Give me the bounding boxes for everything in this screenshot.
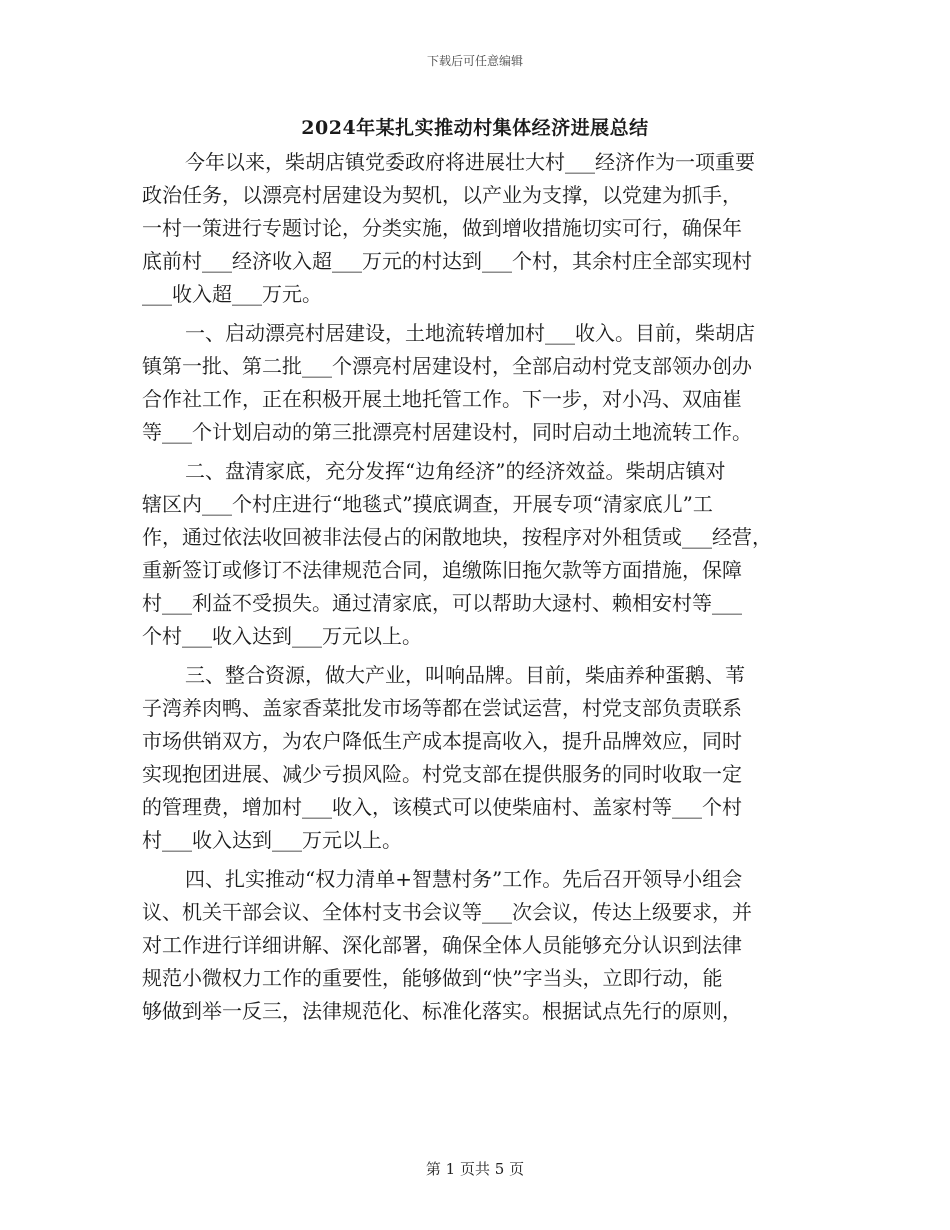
text-line: 够做到举一反三，法律规范化、标准化落实。根据试点先行的原则， — [142, 999, 742, 1023]
text-line: 二、盘清家底，充分发挥“边角经济”的经济效益。柴胡店镇对 — [185, 459, 726, 483]
paragraph-section-4 — [142, 863, 810, 1028]
text-line: 对工作进行详细讲解、深化部署，确保全体人员能够充分认识到法律 — [142, 933, 742, 957]
text-line: 市场供销双方，为农户降低生产成本提高收入，提升品牌效应，同时 — [142, 729, 742, 753]
text-line: 议、机关干部会议、全体村支书会议等___次会议，传达上级要求，并 — [142, 900, 752, 924]
text-line: 的管理费，增加村___收入，该模式可以使柴庙村、盖家村等___个村 — [142, 795, 742, 819]
text-line: 一村一策进行专题讨论，分类实施，做到增收措施切实可行，确保年 — [142, 216, 742, 240]
page-header-note: 下载后可任意编辑 — [426, 54, 523, 68]
text-line: 底前村___经济收入超___万元的村达到___个村，其余村庄全部实现村 — [142, 249, 752, 273]
text-line: 村___利益不受损失。通过清家底，可以帮助大逯村、赖相安村等___ — [142, 591, 742, 615]
text-line: 三、整合资源，做大产业，叫响品牌。目前，柴庙养种蛋鹅、苇 — [185, 663, 745, 687]
text-line: 规范小微权力工作的重要性，能够做到“快”字当头，立即行动，能 — [142, 966, 723, 990]
text-line: 村___收入达到___万元以上。 — [142, 828, 402, 852]
page-number: 第 1 页共 5 页 — [425, 1160, 525, 1178]
text-line: 四、扎实推动“权力清单+智慧村务”工作。先后召开领导小组会 — [185, 867, 743, 891]
document-title: 2024年某扎实推动村集体经济进展总结 — [301, 117, 649, 139]
text-line: 镇第一批、第二批___个漂亮村居建设村，全部启动村党支部领办创办 — [142, 354, 752, 378]
text-line: 合作社工作，正在积极开展土地托管工作。下一步，对小冯、双庙崔 — [142, 387, 742, 411]
text-line: 今年以来，柴胡店镇党委政府将进展壮大村___经济作为一项重要 — [185, 150, 755, 174]
text-line: 一、启动漂亮村居建设，土地流转增加村___收入。目前，柴胡店 — [185, 321, 755, 345]
paragraph-section-1 — [142, 317, 810, 449]
paragraph-section-2 — [142, 455, 810, 653]
text-line: 等___个计划启动的第三批漂亮村居建设村，同时启动土地流转工作。 — [142, 420, 752, 444]
paragraph-intro — [142, 146, 810, 311]
text-line: 重新签订或修订不法律规范合同，追缴陈旧拖欠款等方面措施，保障 — [142, 558, 742, 582]
text-line: ___收入超___万元。 — [142, 282, 322, 306]
text-line: 子湾养肉鸭、盖家香菜批发市场等都在尝试运营，村党支部负责联系 — [142, 696, 742, 720]
document-body — [142, 146, 810, 1034]
text-line: 辖区内___个村庄进行“地毯式”摸底调查，开展专项“清家底儿”工 — [142, 492, 713, 516]
text-line: 政治任务，以漂亮村居建设为契机，以产业为支撑，以党建为抓手， — [142, 183, 742, 207]
text-line: 实现抱团进展、减少亏损风险。村党支部在提供服务的同时收取一定 — [142, 762, 742, 786]
text-line: 个村___收入达到___万元以上。 — [142, 624, 422, 648]
text-line: 作，通过依法收回被非法侵占的闲散地块，按程序对外租赁或___经营， — [142, 525, 772, 549]
paragraph-section-3 — [142, 659, 810, 857]
